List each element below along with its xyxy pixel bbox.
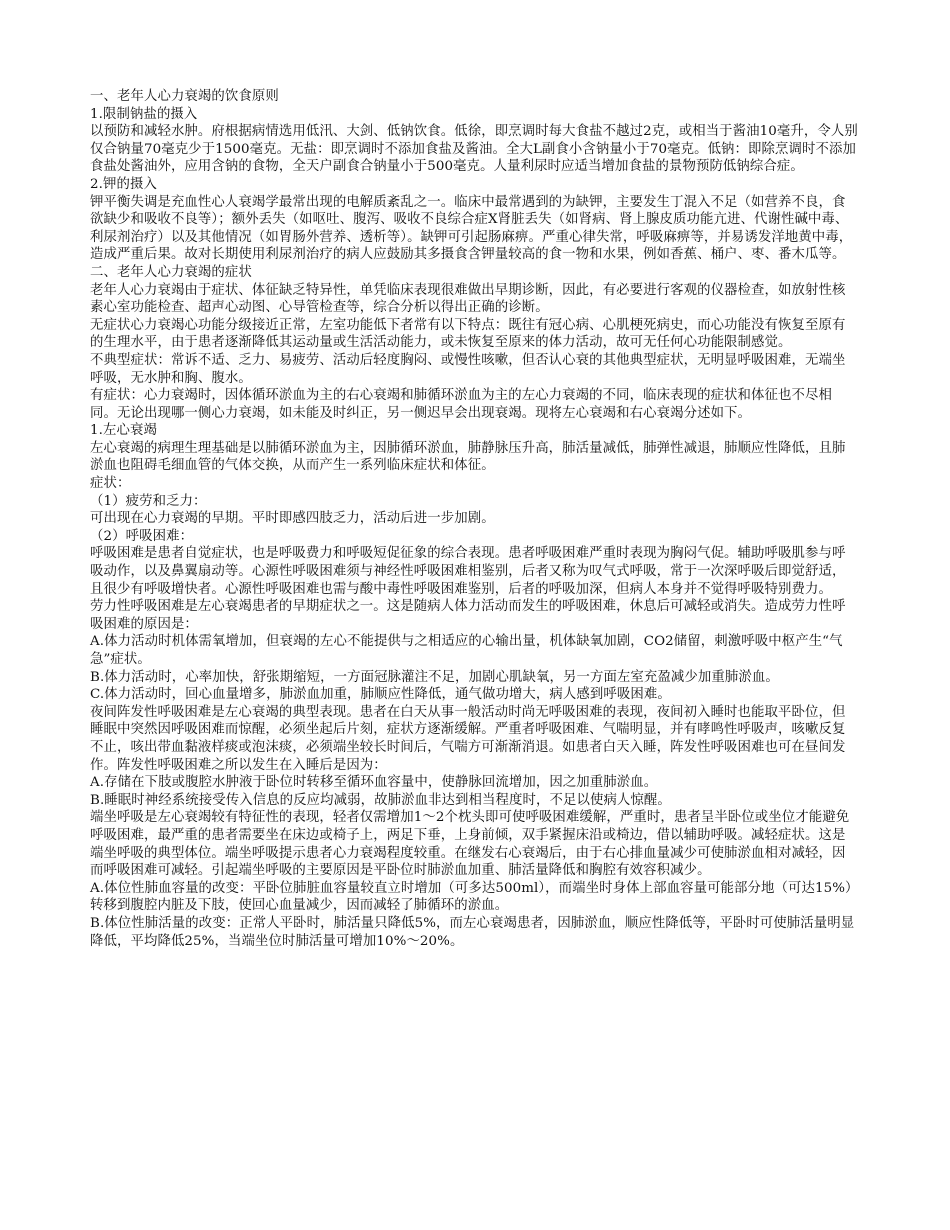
paragraph-asymptomatic: 无症状心力衰竭心功能分级接近正常，左室功能低下者常有以下特点：既往有冠心病、心肌梗死病史，而心功能没有恢复至原有的生理水平，由于患者逐渐降低其运动量或生活活动能力，或未恢复至原来的体力活动，故可无任何心功能限制感觉。 — [90, 317, 846, 351]
list-item-orthopnea-a: A.体位性肺血容量的改变：平卧位肺脏血容量较直立时增加（可多达500ml），而端坐时身体上部血容量可能部分地（可达15%）转移到腹腔内脏及下肢，使回心血量减少，因而减轻了肺循环的淤血。 — [90, 880, 852, 914]
paragraph-dyspnea: 呼吸困难是患者自觉症状，也是呼吸费力和呼吸短促征象的综合表现。患者呼吸困难严重时表现为胸闷气促。辅助呼吸肌参与呼吸动作，以及鼻翼扇动等。心源性呼吸困难须与神经性呼吸困难相鉴别，后者又称为叹气式呼吸，常于一次深呼吸后即觉舒适，且很少有呼吸增快者。心源性呼吸困难也需与酸中毒性呼吸困难鉴别，后者的呼吸加深，但病人本身并不觉得呼吸特别费力。 — [90, 546, 846, 597]
paragraph-potassium: 钾平衡失调是充血性心人衰竭学最常出现的电解质紊乱之一。临床中最常遇到的为缺钾，主要发生丁混入不足（如营养不良，食欲缺少和吸收不良等）；额外丢失（如呕吐、腹泻、吸收不良综合症Ⅹ肾脏丢失（如肾病、肾上腺皮质功能亢进、代谢性碱中毒、利尿剂治疗）以及其他情况（如胃肠外营养、透析等）。缺钾可引起肠麻痹。严重心律失常，呼吸麻痹等，并易诱发洋地黄中毒，造成严重后果。故对长期使用利尿剂治疗的病人应鼓励其多摄食含钾量较高的食一物和水果，例如香蕉、桶户、枣、番木瓜等。 — [90, 194, 853, 263]
list-item-orthopnea-b: B.体位性肺活量的改变：正常人平卧时，肺活量只降低5%，而左心衰竭患者，因肺淤血，顺应性降低等，平卧时可使肺活量明显降低，平均降低25%，当端坐位时肺活量可增加10%～20%。 — [90, 915, 855, 949]
paragraph-left-heart-pathology: 左心衰竭的病理生理基础是以肺循环淤血为主，因肺循环淤血，肺静脉压升高，肺活量减低，肺弹性减退，肺顺应性降低，且肺淤血也阻碍毛细血管的气体交换，从而产生一系列临床症状和体征。 — [90, 440, 846, 474]
paragraph-atypical: 不典型症状：常诉不适、乏力、易疲劳、活动后轻度胸闷、或慢性咳嗽，但否认心衰的其他典型症状，无明显呼吸困难，无端坐呼吸，无水肿和胸、腹水。 — [90, 352, 846, 386]
list-item-exertional-b: B.体力活动时，心率加快，舒张期缩短，一方面冠脉灌注不足，加剧心肌缺氧，另一方面左室充盈减少加重肺淤血。 — [90, 669, 779, 685]
list-item-nocturnal-b: B.睡眠时神经系统接受传入信息的反应均减弱，故肺淤血非达到相当程度时，不足以使病人惊醒。 — [90, 792, 671, 808]
paragraph-orthopnea: 端坐呼吸是左心衰竭较有特征性的表现，轻者仅需增加1～2个枕头即可使呼吸困难缓解，严重时，患者呈半卧位或坐位才能避免呼吸困难，最严重的患者需要坐在床边或椅子上，两足下垂，上身前倾，双手紧握床沿或椅边，借以辅助呼吸。减轻症状。这是端坐呼吸的典型体位。端坐呼吸提示患者心力衰竭程度较重。在继发右心衰竭后，由于右心排血量减少可使肺淤血相对减轻，因而呼吸困难可减轻。引起端坐呼吸的主要原因是平卧位时肺淤血加重、肺活量降低和胸腔有效容积减少。 — [90, 810, 850, 879]
subheading-fatigue: （1）疲劳和乏力： — [90, 493, 207, 509]
list-item-exertional-c: C.体力活动时，回心血量增多，肺淤血加重，肺顺应性降低，通气做功增大，病人感到呼吸困难。 — [90, 687, 671, 703]
paragraph-exertional-dyspnea: 劳力性呼吸困难是左心衰竭患者的早期症状之一。这是随病人体力活动而发生的呼吸困难，休息后可减轻或消失。造成劳力性呼吸困难的原因是： — [90, 599, 846, 632]
paragraph-fatigue: 可出现在心力衰竭的早期。平时即感四肢乏力，活动后进一步加剧。 — [90, 511, 495, 527]
heading-symptoms: 二、老年人心力衰竭的症状 — [90, 264, 252, 280]
subheading-potassium: 2.钾的摄入 — [90, 176, 157, 192]
subheading-sodium: 1.限制钠盐的摄入 — [90, 106, 198, 122]
paragraph-sodium: 以预防和减轻水肿。府根据病情选用低汛、大剑、低钠饮食。低徐，即烹调时每大食盐不越过2克，或相当于酱油10毫升，令人别仅合钠量70毫克少于1500毫克。无盐：即烹调时不添加食盐及酱油。全大L副食小含钠量小于70毫克。低钠：即除烹调时不添加食盐处酱油外，应用含钠的食物，全天户副食合钠量小于500毫克。人量利尿时应适当增加食盐的景物预防低钠综合症。 — [90, 124, 858, 175]
list-item-nocturnal-a: A.存储在下肢或腹腔水肿液于卧位时转移至循环血容量中，使静脉回流增加，因之加重肺淤血。 — [90, 775, 658, 791]
list-item-exertional-a: A.体力活动时机体需氧增加，但衰竭的左心不能提供与之相适应的心输出量，机体缺氧加剧，CO2储留，刺激呼吸中枢产生“气急”症状。 — [90, 634, 843, 667]
label-symptoms: 症状： — [90, 476, 131, 492]
subheading-left-heart-failure: 1.左心衰竭 — [90, 423, 157, 439]
paragraph-nocturnal-dyspnea: 夜间阵发性呼吸困难是左心衰竭的典型表现。患者在白天从事一般活动时尚无呼吸困难的表现，夜间初入睡时也能取平卧位，但睡眠中突然因呼吸困难而惊醒，必须坐起后片刻，症状方逐渐缓解。严重者呼吸困难、气喘明显，并有哮鸣性呼吸声，咳嗽反复不止，咳出带血黏液样痰或泡沫痰，必须端坐较长时间后，气喘方可渐渐消退。如患者白天入睡，阵发性呼吸困难也可在昼间发作。阵发性呼吸困难之所以发生在入睡后是因为： — [90, 704, 846, 773]
paragraph-symptoms-intro: 老年人心力衰竭由于症状、体征缺乏特异性，单凭临床表现很难做出早期诊断，因此，有必要进行客观的仪器检查，如放射性核素心室功能检查、超声心动图、心导管检查等，综合分析以得出正确的诊断。 — [90, 282, 846, 316]
paragraph-symptomatic: 有症状：心力衰竭时，因体循环淤血为主的右心衰竭和肺循环淤血为主的左心力衰竭的不同，临床表现的症状和体征也不尽相同。无论出现哪一侧心力衰竭，如未能及时纠正，另一侧迟早会出现衰竭。现将左心衰竭和右心衰竭分述如下。 — [90, 388, 832, 421]
subheading-dyspnea: （2）呼吸困难： — [90, 528, 194, 544]
heading-diet-principles: 一、老年人心力衰竭的饮食原则 — [90, 89, 279, 104]
